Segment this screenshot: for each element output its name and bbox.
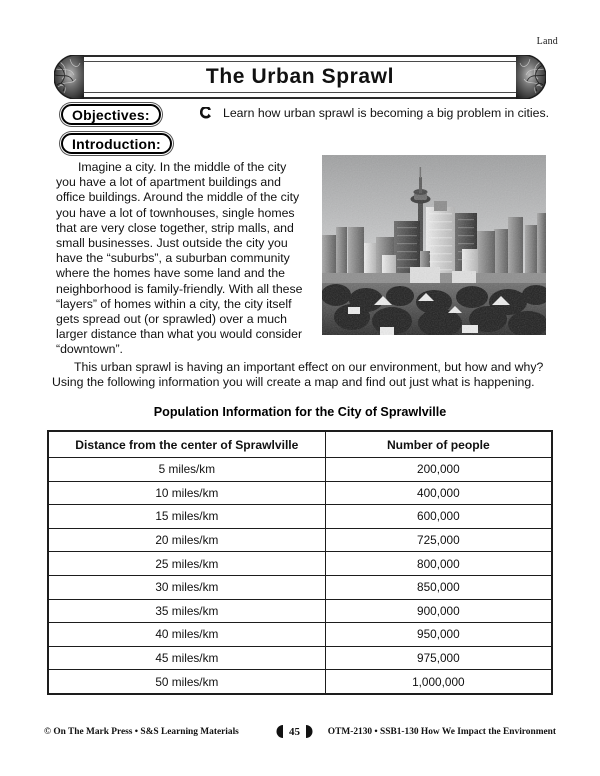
cell-distance: 20 miles/km [48,528,325,552]
cell-people: 800,000 [325,552,552,576]
cell-distance: 50 miles/km [48,670,325,694]
footer-page-number [276,725,313,738]
objectives-label: Objectives: [61,104,161,125]
page-title: The Urban Sprawl [205,65,395,88]
cell-people: 850,000 [325,575,552,599]
table-row [48,575,552,599]
table-header-distance: Distance from the center of Sprawlville [48,431,325,458]
table-header-row [48,431,552,458]
cell-people: 725,000 [325,528,552,552]
cell-distance: 35 miles/km [48,599,325,623]
banner-left-cap-icon [54,55,84,99]
objective-text: Learn how urban sprawl is becoming a big problem in cities. [223,106,550,120]
curved-arrow-bullet-icon [200,107,212,121]
table-row [48,458,552,482]
introduction-label: Introduction: [61,133,172,154]
right-half-disc-icon [306,725,313,738]
table-row [48,528,552,552]
cell-people: 950,000 [325,623,552,647]
table-row [48,646,552,670]
table-caption: Population Information for the City of Sprawlville [153,405,447,419]
city-skyline-photo [322,155,546,335]
introduction-paragraph: Imagine a city. In the middle of the city you have a lot of apartment buildings and office buildings. Around the middle of the city you have a lot of townhouses, single homes that are very close together, strip malls, and small businesses. Just outside the city you have the “suburbs”, a suburban community where the homes have some land and the neighborhood is family-friendly. With all these “layers” of homes within a city, the city itself gets spread out (or sprawled) over a much larger distance than what you would consider “downtown”. [56,160,303,357]
cell-people: 400,000 [325,481,552,505]
table-row [48,505,552,529]
page-number-value: 45 [289,725,300,738]
banner-right-cap-icon [516,55,546,99]
cell-distance: 40 miles/km [48,623,325,647]
objective-item [200,106,560,121]
cell-distance: 10 miles/km [48,481,325,505]
population-table [47,430,553,695]
cell-distance: 30 miles/km [48,575,325,599]
table-row [48,481,552,505]
footer-copyright: © On The Mark Press • S&S Learning Materials [44,727,239,737]
cell-distance: 15 miles/km [48,505,325,529]
cell-people: 900,000 [325,599,552,623]
page-footer [44,727,556,741]
lead-paragraph: This urban sprawl is having an important effect on our environment, but how and why? Using the following information you will create a map and find out just what is happening. [52,360,544,390]
table-row [48,552,552,576]
cell-people: 1,000,000 [325,670,552,694]
left-half-disc-icon [276,725,283,738]
cell-distance: 25 miles/km [48,552,325,576]
cell-distance: 45 miles/km [48,646,325,670]
cell-people: 200,000 [325,458,552,482]
table-row [48,599,552,623]
table-header-people: Number of people [325,431,552,458]
cell-distance: 5 miles/km [48,458,325,482]
footer-product-code: OTM-2130 • SSB1-130 How We Impact the Environment [327,727,556,737]
cell-people: 600,000 [325,505,552,529]
table-row [48,623,552,647]
table-row [48,670,552,694]
running-head: Land [536,36,558,47]
cell-people: 975,000 [325,646,552,670]
title-banner [54,55,546,99]
